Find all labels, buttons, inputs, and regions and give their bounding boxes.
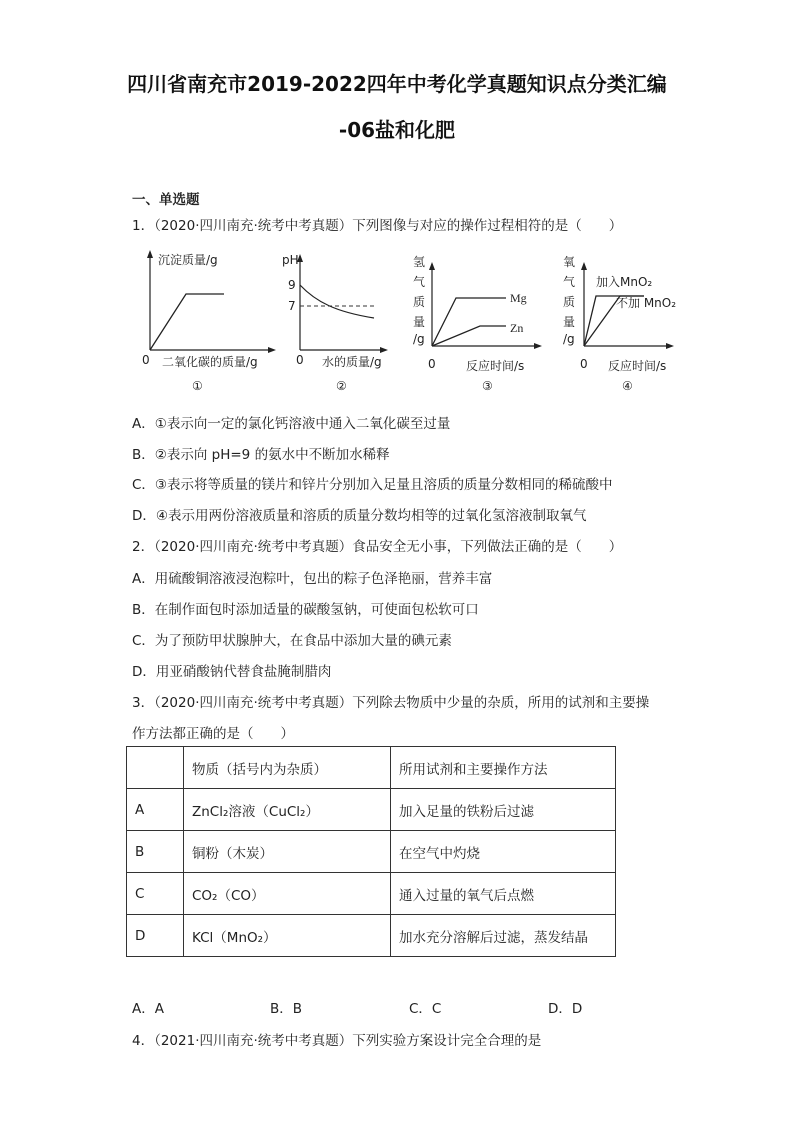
q2-option-b: B．在制作面包时添加适量的碳酸氢钠，可使面包松软可口 [132, 602, 479, 618]
q2-option-c: C．为了预防甲状腺肿大，在食品中添加大量的碘元素 [132, 633, 452, 649]
graph-1-curve [150, 294, 224, 350]
graph-3 [410, 250, 550, 404]
graph-3-number: ③ [482, 379, 493, 393]
question-4-stem: 4．（2021·四川南充·统考中考真题）下列实验方案设计完全合理的是 [132, 1033, 542, 1049]
question-3-stem-line1: 3．（2020·四川南充·统考中考真题）下列除去物质中少量的杂质，所用的试剂和主要操 [132, 695, 650, 711]
graph-4-number: ④ [622, 379, 633, 393]
document-title-line1: 四川省南充市2019-2022四年中考化学真题知识点分类汇编 [127, 72, 667, 96]
graph-2-origin: 0 [296, 353, 304, 367]
table-cell: A [127, 789, 184, 831]
q3-choice-b: B．B [270, 1001, 303, 1017]
table-cell: KCl（MnO₂） [184, 915, 391, 957]
graph-3-label-mg: Mg [510, 291, 527, 305]
q1-option-d: D．④表示用两份溶液质量和溶质的质量分数均相等的过氧化氢溶液制取氧气 [132, 508, 587, 524]
table-cell: 在空气中灼烧 [391, 831, 616, 873]
table-row [127, 873, 616, 915]
graph-2-ylabel: pH [282, 253, 299, 267]
graph-2-xlabel: 水的质量/g [322, 355, 382, 369]
table-cell: CO₂（CO） [184, 873, 391, 915]
graph-3-curve-zn [432, 326, 506, 346]
q1-option-a: A．①表示向一定的氯化钙溶液中通入二氧化碳至过量 [132, 416, 451, 432]
table-cell: ZnCl₂溶液（CuCl₂） [184, 789, 391, 831]
graph-3-curve-mg [432, 298, 506, 346]
graph-3-xlabel: 反应时间/s [466, 359, 525, 373]
table-cell [127, 747, 184, 789]
graph-4-label-with-catalyst: 加入MnO₂ [596, 275, 653, 289]
graph-1 [140, 250, 280, 404]
graph-3-origin: 0 [428, 357, 436, 371]
graph-3-ylabel-5: /g [413, 332, 425, 346]
q3-choice-c: C．C [409, 1001, 442, 1017]
document-title-line2: -06盐和化肥 [338, 118, 456, 142]
graph-1-ylabel: 沉淀质量/g [158, 253, 218, 267]
table-row [127, 915, 616, 957]
table-row [127, 789, 616, 831]
graph-4-xlabel: 反应时间/s [608, 359, 667, 373]
graph-2-tick-7: 7 [288, 299, 296, 313]
graph-4-ylabel-5: /g [563, 332, 575, 346]
table-cell: 加水充分溶解后过滤，蒸发结晶 [391, 915, 616, 957]
graph-2-number: ② [336, 379, 347, 393]
graph-4-ylabel-1: 氧 [563, 255, 576, 269]
graph-3-ylabel-2: 气 [413, 275, 426, 289]
q1-option-c: C．③表示将等质量的镁片和锌片分别加入足量且溶质的质量分数相同的稀硫酸中 [132, 477, 613, 493]
graph-4 [560, 250, 700, 404]
graph-2-curve [300, 285, 374, 318]
question-3-stem-line2: 作方法都正确的是（ ） [132, 726, 294, 742]
graph-4-label-without-catalyst: 不加 MnO₂ [616, 296, 677, 310]
q3-choice-a: A．A [132, 1001, 164, 1017]
table-header-cell: 物质（括号内为杂质） [184, 747, 391, 789]
table-header-cell: 所用试剂和主要操作方法 [391, 747, 616, 789]
table-cell: C [127, 873, 184, 915]
graph-4-origin: 0 [580, 357, 588, 371]
q3-choice-d: D．D [548, 1001, 583, 1017]
graph-1-origin: 0 [142, 353, 150, 367]
graph-1-xlabel: 二氧化碳的质量/g [162, 355, 258, 369]
table-cell: 铜粉（木炭） [184, 831, 391, 873]
graph-2-tick-9: 9 [288, 278, 296, 292]
q1-option-b: B．②表示向 pH=9 的氨水中不断加水稀释 [132, 447, 390, 463]
graph-2 [282, 250, 396, 404]
question-1-stem: 1．（2020·四川南充·统考中考真题）下列图像与对应的操作过程相符的是（ ） [132, 218, 623, 234]
graph-4-ylabel-4: 量 [563, 315, 576, 329]
q3-choices [132, 997, 732, 1017]
table-cell: 加入足量的铁粉后过滤 [391, 789, 616, 831]
table-cell: B [127, 831, 184, 873]
section-heading: 一、单选题 [132, 192, 200, 208]
graph-3-ylabel-3: 质 [413, 295, 426, 309]
q2-option-a: A．用硫酸铜溶液浸泡粽叶，包出的粽子色泽艳丽，营养丰富 [132, 571, 493, 587]
table-cell: D [127, 915, 184, 957]
table-cell: 通入过量的氧气后点燃 [391, 873, 616, 915]
graph-1-number: ① [192, 379, 203, 393]
graph-4-ylabel-3: 质 [563, 295, 576, 309]
graph-3-label-zn: Zn [510, 321, 524, 335]
q3-table [126, 746, 616, 957]
table-row [127, 831, 616, 873]
table-header-row [127, 747, 616, 789]
graph-3-ylabel-4: 量 [413, 315, 426, 329]
question-2-stem: 2．（2020·四川南充·统考中考真题）食品安全无小事，下列做法正确的是（ ） [132, 539, 623, 555]
q2-option-d: D．用亚硝酸钠代替食盐腌制腊肉 [132, 664, 332, 680]
graph-4-ylabel-2: 气 [563, 275, 576, 289]
graph-3-ylabel-1: 氢 [413, 255, 426, 269]
